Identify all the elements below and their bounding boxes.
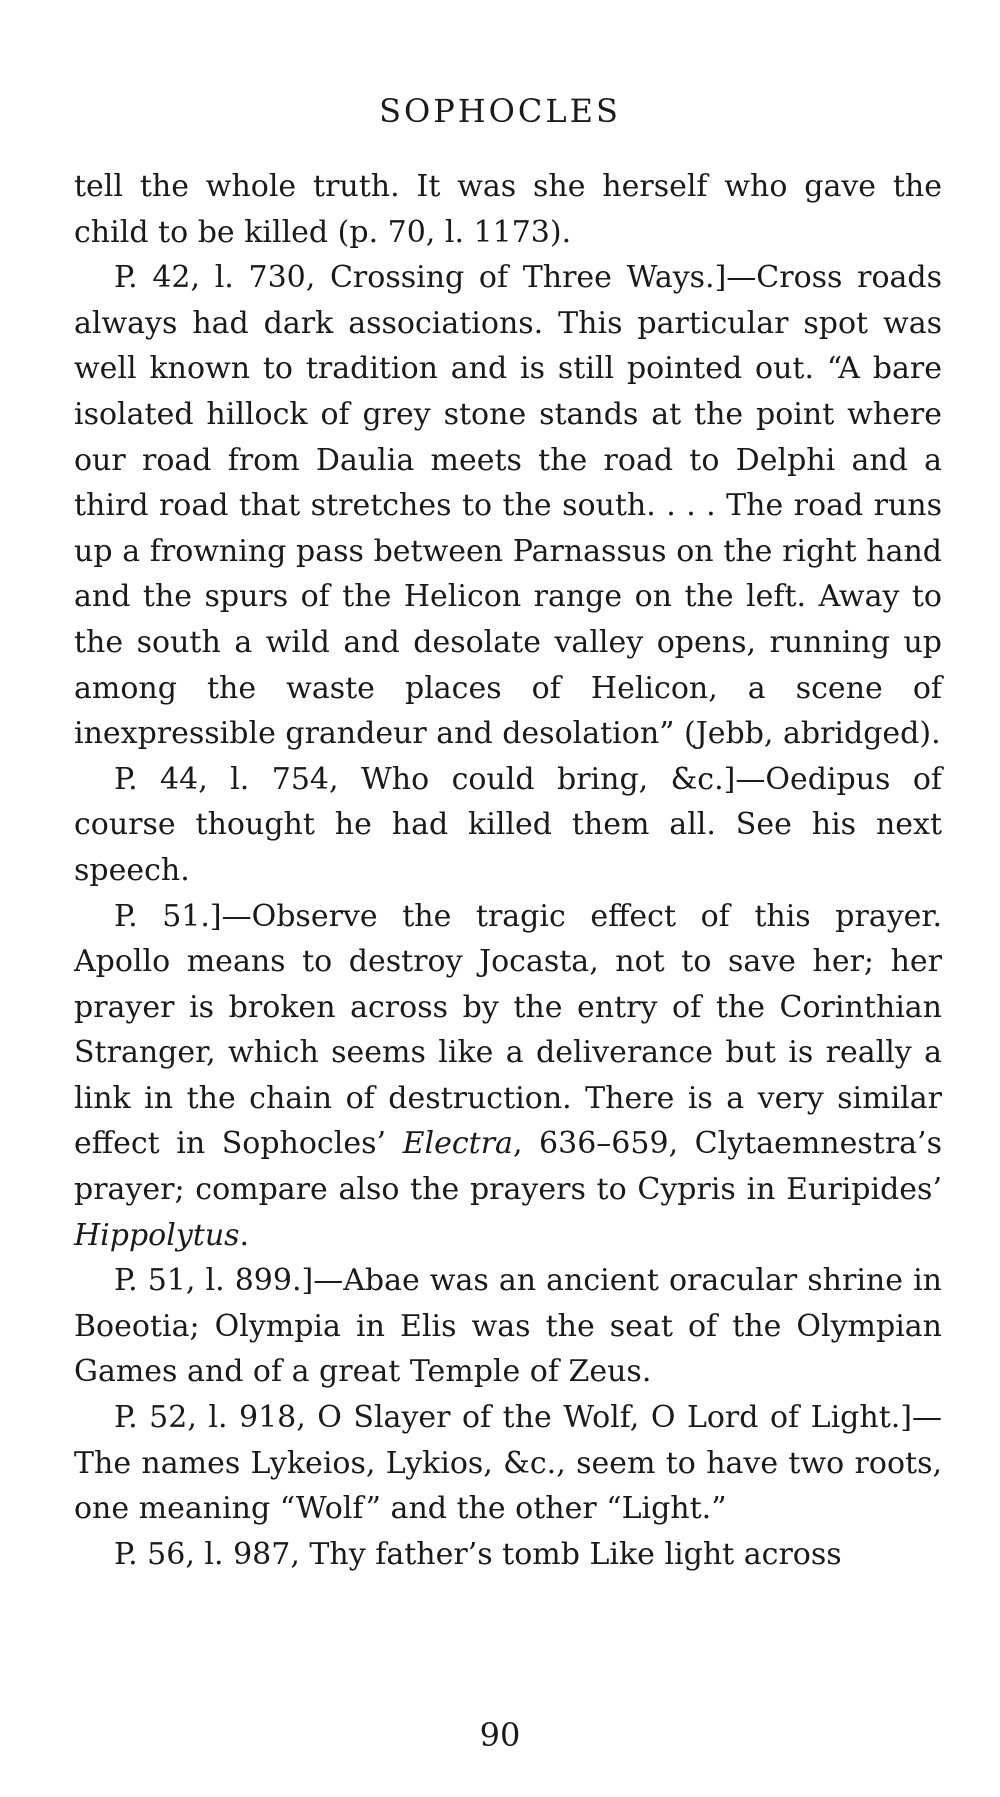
title-hippolytus: Hippolytus: [74, 1217, 240, 1253]
body-text: [74, 164, 942, 1577]
note-fathers-tomb: P. 56, l. 987, Thy father’s tomb Like light across: [114, 1536, 842, 1572]
note-abae-olympia: P. 51, l. 899.]—Abae was an ancient oracular shrine in Boeotia; Olympia in Elis was the seat of the Olympian Games and of a great Temple of Zeus.: [74, 1263, 942, 1390]
note-tragic-prayer-part-b: , 636–659, Clytaemnestra’s prayer; compare also the prayers to Cypris in Euripides’: [74, 1126, 942, 1208]
page-number: 90: [479, 1716, 521, 1754]
paragraph-continued: tell the whole truth. It was she herself who gave the child to be killed (p. 70, l. 1173).: [74, 169, 942, 250]
note-tragic-prayer-part-c: .: [239, 1217, 250, 1253]
note-crossing-of-three-ways: P. 42, l. 730, Crossing of Three Ways.]—Cross roads always had dark associations. This particular spot was well known to tradition and is still pointed out. “A bare isolated hillock of grey stone stands at the point where our road from Daulia meets the road to Delphi and a third road that stretches to the south. . . . The road runs up a frowning pass between Parnassus on the right hand and the spurs of the Helicon range on the left. Away to the south a wild and desolate valley opens, running up among the waste places of Helicon, a scene of inexpressible grandeur and desolation” (Jebb, abridged).: [74, 260, 942, 752]
note-tragic-prayer-part-a: P. 51.]—Observe the tragic effect of this prayer. Apollo means to destroy Jocasta, not to save her; her prayer is broken across by the entry of the Corinthian Stranger, which seems like a deliverance but is really a link in the chain of destruction. There is a very similar effect in Sophocles’: [74, 898, 942, 1162]
note-who-could-bring: P. 44, l. 754, Who could bring, &c.]—Oedipus of course thought he had killed them all. See his next speech.: [74, 761, 942, 888]
note-slayer-of-the-wolf: P. 52, l. 918, O Slayer of the Wolf, O Lord of Light.]—The names Lykeios, Lykios, &c., seem to have two roots, one meaning “Wolf” and the other “Light.”: [74, 1400, 942, 1527]
running-head-title: SOPHOCLES: [379, 92, 621, 130]
note-tragic-prayer: [74, 894, 942, 1259]
title-electra: Electra: [402, 1126, 513, 1162]
